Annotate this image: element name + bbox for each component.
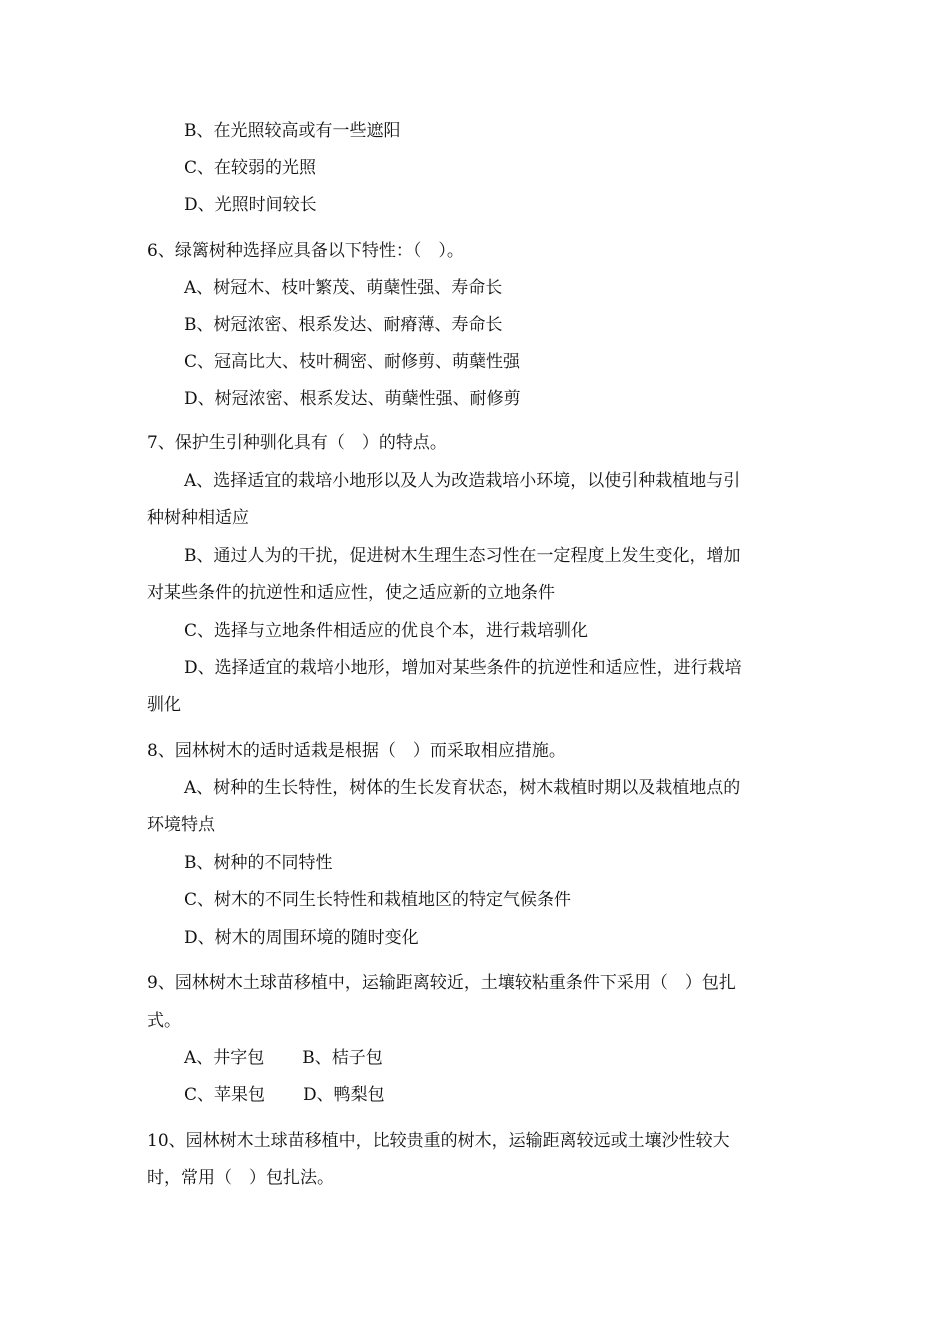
q6-option-a: A、树冠木、枝叶繁茂、萌蘖性强、寿命长 <box>184 278 503 298</box>
q8-option-d: D、树木的周围环境的随时变化 <box>184 928 419 948</box>
question-9-line1: 9、园林树木土球苗移植中，运输距离较近，土壤较粘重条件下采用（ ）包扎 <box>147 973 736 993</box>
q5-option-c: C、在较弱的光照 <box>184 158 317 178</box>
q6-option-c: C、冠高比大、枝叶稠密、耐修剪、萌蘖性强 <box>184 352 521 372</box>
q7-option-a-line2: 种树种相适应 <box>147 508 249 528</box>
q6-option-d: D、树冠浓密、根系发达、萌蘖性强、耐修剪 <box>184 389 521 409</box>
q7-option-b-line2: 对某些条件的抗逆性和适应性，使之适应新的立地条件 <box>147 583 555 603</box>
question-6: 6、绿篱树种选择应具备以下特性：（ ）。 <box>147 241 464 261</box>
question-9-line2: 式。 <box>147 1011 181 1031</box>
q8-option-a-line1: A、树种的生长特性，树体的生长发育状态，树木栽植时期以及栽植地点的 <box>184 778 741 798</box>
q9-options-row-1 <box>184 1047 383 1069</box>
q7-option-b-line1: B、通过人为的干扰，促进树木生理生态习性在一定程度上发生变化，增加 <box>184 546 741 566</box>
q8-option-a-line2: 环境特点 <box>147 815 215 835</box>
q5-option-d: D、光照时间较长 <box>184 195 317 215</box>
question-8: 8、园林树木的适时适栽是根据（ ）而采取相应措施。 <box>147 741 566 761</box>
q7-option-d-line2: 驯化 <box>147 695 181 715</box>
q9-option-a: A、井字包 <box>184 1048 265 1068</box>
q5-option-b: B、在光照较高或有一些遮阳 <box>184 121 401 141</box>
question-7: 7、保护生引种驯化具有（ ）的特点。 <box>147 433 447 453</box>
q7-option-c: C、选择与立地条件相适应的优良个本，进行栽培驯化 <box>184 621 589 641</box>
q9-options-row-2 <box>184 1084 385 1106</box>
question-10-line2: 时，常用（ ）包扎法。 <box>147 1168 334 1188</box>
q9-option-d: D、鸭梨包 <box>303 1085 385 1105</box>
q9-option-c: C、苹果包 <box>184 1085 266 1105</box>
q8-option-b: B、树种的不同特性 <box>184 853 333 873</box>
q6-option-b: B、树冠浓密、根系发达、耐瘠薄、寿命长 <box>184 315 503 335</box>
q7-option-d-line1: D、选择适宜的栽培小地形，增加对某些条件的抗逆性和适应性，进行栽培 <box>184 658 742 678</box>
question-10-line1: 10、园林树木土球苗移植中，比较贵重的树木，运输距离较远或土壤沙性较大 <box>147 1131 730 1151</box>
q8-option-c: C、树木的不同生长特性和栽植地区的特定气候条件 <box>184 890 572 910</box>
q9-option-b: B、桔子包 <box>302 1048 383 1068</box>
q7-option-a-line1: A、选择适宜的栽培小地形以及人为改造栽培小环境，以使引种栽植地与引 <box>184 471 741 491</box>
